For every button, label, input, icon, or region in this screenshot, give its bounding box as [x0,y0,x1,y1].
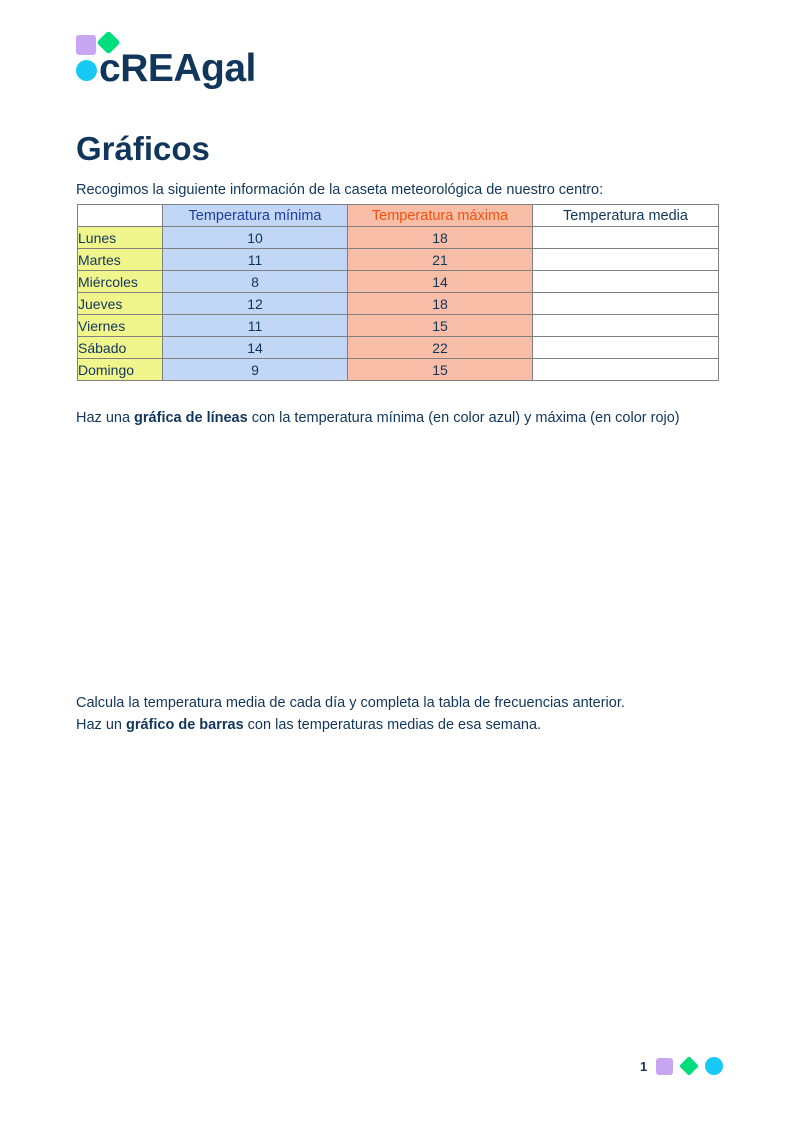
instruction-barras-suffix: con las temperaturas medias de esa semana. [243,717,542,733]
logo-wordmark: cREAgal [99,47,256,90]
page-title: Gráficos [76,130,210,167]
cell-temp-media[interactable] [533,359,719,381]
cell-day: Jueves [78,293,163,315]
cell-temp-media[interactable] [533,249,719,271]
cell-day: Viernes [78,315,163,337]
cyan-circle-icon [76,60,97,81]
cell-temp-maxima: 15 [348,315,533,337]
footer-page-number: 1 [640,1058,648,1074]
cell-temp-media[interactable] [533,337,719,359]
footer-purple-square-icon [656,1058,673,1075]
instruction-barras-bold: gráfico de barras [125,717,244,733]
instruction-calcula: Calcula la temperatura media de cada día y completa la tabla de frecuencias anterior. [76,695,625,711]
cell-day: Sábado [78,337,163,359]
temperature-table [77,204,719,381]
cell-temp-maxima: 18 [348,293,533,315]
cell-temp-minima: 12 [163,293,348,315]
header-cell-temp-minima: Temperatura mínima [163,205,348,227]
cell-temp-maxima: 18 [348,227,533,249]
cell-day: Martes [78,249,163,271]
cell-temp-minima: 11 [163,249,348,271]
header-cell-empty [78,205,163,227]
intro-paragraph: Recogimos la siguiente información de la caseta meteorológica de nuestro centro: [76,182,604,198]
table-row [78,337,719,359]
instruction-barras-prefix: Haz un [76,717,126,733]
cell-temp-media[interactable] [533,271,719,293]
table-row [78,293,719,315]
instruction-lineas-suffix: con la temperatura mínima (en color azul) y máxima (en color rojo) [247,410,680,426]
instruction-lineas-bold: gráfica de líneas [134,410,248,426]
cell-temp-minima: 14 [163,337,348,359]
cell-temp-media[interactable] [533,227,719,249]
cell-day: Miércoles [78,271,163,293]
header-cell-temp-maxima: Temperatura máxima [348,205,533,227]
instruction-barras [76,715,736,736]
page-footer [640,1055,723,1077]
table-row [78,359,719,381]
cell-temp-minima: 10 [163,227,348,249]
cell-temp-maxima: 14 [348,271,533,293]
table-row [78,271,719,293]
cell-temp-minima: 8 [163,271,348,293]
cell-temp-minima: 9 [163,359,348,381]
header-cell-temp-media: Temperatura media [533,205,719,227]
table-row [78,227,719,249]
instruction-lineas [76,408,724,429]
footer-cyan-circle-icon [705,1057,723,1075]
cell-temp-media[interactable] [533,315,719,337]
cell-temp-maxima: 21 [348,249,533,271]
cell-day: Lunes [78,227,163,249]
cell-temp-maxima: 15 [348,359,533,381]
table-row [78,249,719,271]
brand-logo [76,33,336,88]
table-row [78,315,719,337]
cell-day: Domingo [78,359,163,381]
purple-square-icon [76,35,96,55]
cell-temp-media[interactable] [533,293,719,315]
table-header-row [78,205,719,227]
cell-temp-minima: 11 [163,315,348,337]
footer-green-diamond-icon [679,1056,699,1076]
cell-temp-maxima: 22 [348,337,533,359]
instruction-lineas-prefix: Haz una [76,410,135,426]
